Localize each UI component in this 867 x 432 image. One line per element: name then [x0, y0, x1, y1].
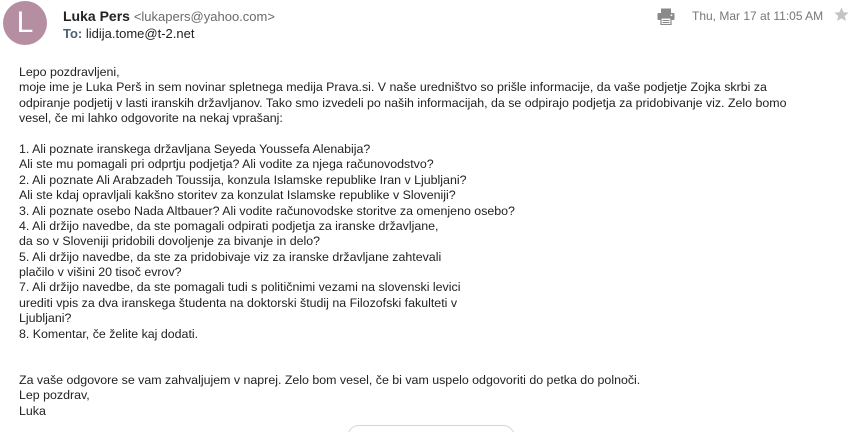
date-text: Thu, Mar 17 at 11:05 AM	[692, 9, 824, 23]
to-address[interactable]: lidija.tome@t-2.net	[85, 26, 195, 41]
avatar-letter: L	[16, 6, 34, 39]
question-line: urediti vpis za dva iranskega študenta na doktorski študij na Filozofski fakulteti v	[19, 295, 458, 310]
intro-line: moje ime je Luka Perš in sem novinar spletnega medija Prava.si. V naše uredništvo so prišle informacije, da vaše podjetje Zojka skrbi za	[19, 80, 767, 95]
question-line: 3. Ali poznate osebo Nada Altbauer? Ali vodite računovodske storitve za omenjeno osebo?	[19, 203, 515, 218]
sender-email[interactable]: <lukapers@yahoo.com>	[133, 9, 275, 24]
question-line: da so v Sloveniji pridobili dovoljenje za bivanje in delo?	[19, 234, 321, 249]
question-line: Ali ste mu pomagali pri odprtju podjetja? Ali vodite za njega računovodstvo?	[19, 157, 434, 172]
question-line: 4. Ali držijo navedbe, da ste pomagali odpirati podjetja za iranske državljane,	[19, 218, 439, 233]
question-line: 8. Komentar, če želite kaj dodati.	[19, 326, 199, 341]
message-header	[0, 0, 867, 52]
intro-line: odpiranje podjetij v lasti iranskih državljanov. Tako smo izvedeli po naših informacijah, da se odpirajo podjetja za pridobivanje viz. Zelo bomo	[19, 95, 787, 110]
question-line: 2. Ali poznate Ali Arabzadeh Toussija, konzula Islamske republike Iran v Ljubljani?	[19, 172, 467, 187]
question-line: Ali ste kdaj opravljali kakšno storitev za konzulat Islamske republike v Sloveniji?	[19, 188, 456, 203]
question-line: 5. Ali držijo navedbe, da ste za pridobivaje viz za iranske državljane zahtevali	[19, 249, 442, 264]
show-more-button[interactable]	[347, 425, 515, 432]
print-icon[interactable]	[657, 8, 675, 25]
avatar[interactable]	[3, 1, 47, 45]
question-line: 7. Ali držijo navedbe, da ste pomagali tudi s političnimi vezami na slovenski levici	[19, 280, 461, 295]
sender-name[interactable]: Luka Pers	[63, 8, 130, 24]
greeting-line: Lepo pozdravljeni,	[19, 65, 120, 79]
signature-line: Luka	[19, 403, 46, 418]
from-line	[63, 8, 275, 24]
question-line: 1. Ali poznate iranskega državljana Seyeda Youssefa Alenabija?	[19, 141, 371, 156]
signoff-line: Lep pozdrav,	[19, 388, 90, 403]
to-line	[63, 26, 194, 41]
intro-line: vesel, če mi lahko odgovorite na nekaj vprašanj:	[19, 111, 283, 126]
message-body	[19, 65, 859, 419]
question-line: plačilo v višini 20 tisoč evrov?	[19, 265, 182, 280]
to-label: To:	[63, 26, 83, 41]
closing-line: Za vaše odgovore se vam zahvaljujem v naprej. Zelo bom vesel, če bi vam uspelo odgovoriti do petka do polnoči.	[19, 372, 641, 387]
question-line: Ljubljani?	[19, 311, 72, 326]
star-icon[interactable]	[833, 6, 850, 23]
